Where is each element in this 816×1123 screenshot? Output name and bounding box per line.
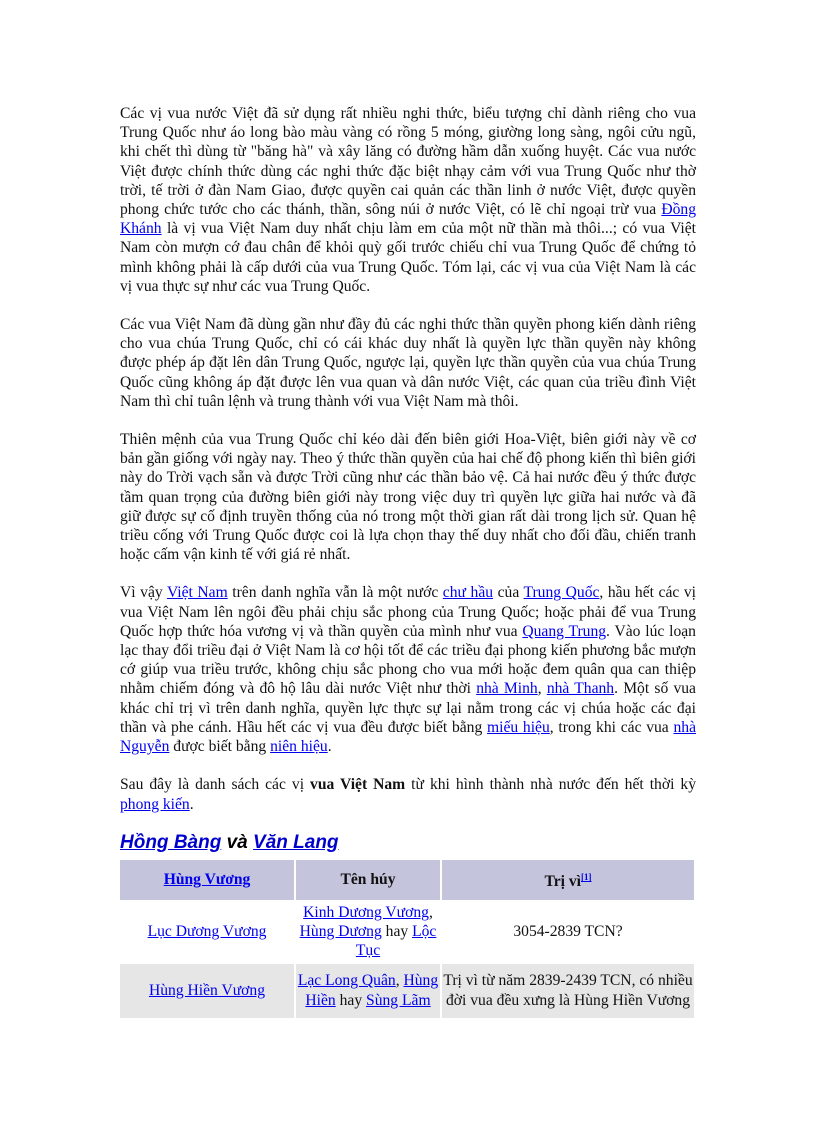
- header-ten-huy: Tên húy: [296, 860, 440, 900]
- paragraph-1-text: Các vị vua nước Việt đã sử dụng rất nhiều nghi thức, biểu tượng chỉ dành riêng cho vua Trung Quốc như áo long bào màu vàng có rồng 5 móng, giường long sàng, ngôi cửu ngũ, khi chết thì dùng từ "băng hà" và xây lăng có đường hầm dẫn xuống huyệt. Các vua nước Việt được chính thức dùng các nghi thức đặc biệt nhạy cảm với vua Trung Quốc như thờ trời, tế trời ở đàn Nam Giao, được quyền cai quản các thần linh ở nước Việt, được quyền phong chức tước cho các thánh, thần, sông núi ở nước Việt, có lẽ chỉ ngoại trừ vua: [120, 105, 696, 219]
- link-nien-hieu[interactable]: niên hiệu: [270, 738, 328, 756]
- p5-text: Sau đây là danh sách các vị: [120, 776, 311, 794]
- p4-text: trên danh nghĩa vẫn là một nước: [227, 584, 443, 602]
- name-cell: [296, 964, 440, 1018]
- paragraph-3: Thiên mệnh của vua Trung Quốc chỉ kéo dài đến biên giới Hoa-Việt, biên giới này về cơ bản gần giống với ngày nay. Theo ý thức thần quyền của hai chế độ phong kiến thì biên giới này do Trời vạch sẵn và được Trời cũng như các thần bảo vệ. Cả hai nước đều ý thức được tầm quan trọng của đường biên giới này trong việc duy trì quyền lực giữa hai nước và đã giữ được sự cố định truyền thống của nó trong một thời gian rất dài trong lịch sử. Quan hệ triều cống với Trung Quốc được coi là lựa chọn thay thế duy nhất cho đối đầu, chiến tranh hoặc cấm vận kinh tế với giá rẻ nhất.: [120, 431, 696, 564]
- link-name[interactable]: Kinh Dương Vương: [303, 903, 429, 921]
- p5-bold-text: vua Việt Nam: [310, 776, 406, 794]
- p5-text: từ khi hình thành nhà nước đến hết thời kỳ: [405, 776, 696, 794]
- header-tri-vi-label: Trị vì: [544, 873, 582, 891]
- link-trung-quoc[interactable]: Trung Quốc: [523, 584, 600, 602]
- header-tri-vi: [442, 860, 694, 900]
- link-name[interactable]: Lộc Tục: [355, 923, 437, 960]
- link-king-name[interactable]: Lục Dương Vương: [147, 923, 267, 941]
- link-hong-bang[interactable]: Hồng Bàng: [120, 831, 222, 853]
- link-nha-thanh[interactable]: nhà Thanh: [546, 680, 615, 698]
- link-chu-hau[interactable]: chư hầu: [442, 584, 494, 602]
- p4-text: của: [493, 584, 524, 602]
- king-cell: [120, 902, 294, 962]
- link-name[interactable]: Lạc Long Quân: [297, 972, 396, 990]
- kings-table: [118, 858, 696, 1020]
- link-quang-trung[interactable]: Quang Trung: [522, 622, 607, 640]
- link-phong-kien[interactable]: phong kiến: [120, 795, 190, 813]
- p4-text: , trong khi các vua: [549, 718, 674, 736]
- link-name[interactable]: Hùng Dương: [299, 923, 382, 941]
- separator: ,: [428, 903, 433, 921]
- p4-text: , hầu hết các vị vua Việt Nam lên ngôi đều phải chịu sắc phong của Trung Quốc; hoặc phải để vua Trung Quốc hợp thức hóa vương vị và thần quyền của mình như vua: [120, 584, 696, 640]
- p4-text: . Một số vua khác chỉ trị vì trên danh nghĩa, quyền lực thực sự lại nằm trong các vị chúa hoặc các đại thần và phe cánh. Hầu hết các vị vua đều được biết bằng: [120, 680, 696, 736]
- link-viet-nam[interactable]: Việt Nam: [166, 584, 228, 602]
- article-body: [120, 104, 696, 1020]
- header-hung-vuong: [120, 860, 294, 900]
- link-nha-nguyen[interactable]: nhà Nguyễn: [120, 718, 696, 756]
- paragraph-5: [120, 775, 696, 813]
- reign-cell: Trị vì từ năm 2839-2439 TCN, có nhiều đời vua đều xưng là Hùng Hiền Vương: [442, 964, 694, 1018]
- separator: ,: [395, 972, 404, 990]
- link-mieu-hieu[interactable]: miếu hiệu: [487, 718, 550, 736]
- p4-text: được biết bằng: [169, 738, 271, 756]
- name-cell: [296, 902, 440, 962]
- table-row: [120, 964, 694, 1018]
- table-row: [120, 902, 694, 962]
- p4-text: .: [327, 738, 332, 756]
- footnote-link[interactable]: [1]: [581, 872, 592, 883]
- paragraph-1-text-end: là vị vua Việt Nam duy nhất chịu làm em của một nữ thần mà thôi...; có vua Việt Nam còn mượn cớ đau chân để khỏi quỳ gối trước chiếu chỉ vua Trung Quốc để chứng tỏ mình không phải là cấp dưới của vua Trung Quốc. Tóm lại, các vị vua của Việt Nam là các vị vua thực sự như các vua Trung Quốc.: [120, 220, 696, 295]
- link-dong-khanh[interactable]: Đồng Khánh: [120, 201, 696, 238]
- king-cell: [120, 964, 294, 1018]
- separator: hay: [335, 991, 367, 1009]
- link-nha-minh[interactable]: nhà Minh: [476, 680, 538, 698]
- paragraph-4: [120, 583, 696, 756]
- link-king-name[interactable]: Hùng Hiền Vương: [148, 981, 266, 999]
- link-name[interactable]: Hùng Hiền: [305, 972, 439, 1009]
- paragraph-1: [120, 104, 696, 296]
- p4-text: Vì vậy: [120, 584, 167, 602]
- paragraph-2: Các vua Việt Nam đã dùng gần như đầy đủ các nghi thức thần quyền phong kiến dành riêng cho vua chúa Trung Quốc, chỉ có cái khác duy nhất là quyền lực thần quyền này không được phép áp đặt lên dân Trung Quốc, ngược lại, quyền lực thần quyền của vua chúa Trung Quốc cũng không áp đặt được lên vua quan và dân nước Việt, các quan của triều đình Việt Nam thì chỉ tuân lệnh và trung thành với vua Việt Nam mà thôi.: [120, 316, 696, 410]
- link-van-lang[interactable]: Văn Lang: [253, 831, 339, 853]
- separator: hay: [381, 923, 413, 941]
- p4-text: . Vào lúc loạn lạc thay đổi triều đại ở Việt Nam là cơ hội tốt để các triều đại phong kiến phương bắc mượn cớ giúp vua triều trước, không chịu sắc phong cho vua mới hoặc đem quân qua can thiệp nhằm chiếm đóng và đô hộ lâu dài nước Việt như thời: [120, 622, 696, 698]
- table-header-row: [120, 860, 694, 900]
- link-name[interactable]: Sùng Lãm: [366, 991, 431, 1009]
- heading-and: và: [221, 831, 254, 853]
- reign-cell: 3054-2839 TCN?: [442, 902, 694, 962]
- link-hung-vuong[interactable]: Hùng Vương: [163, 871, 251, 889]
- p4-text: ,: [537, 680, 547, 698]
- section-heading: [120, 833, 696, 852]
- p5-text: .: [189, 795, 194, 813]
